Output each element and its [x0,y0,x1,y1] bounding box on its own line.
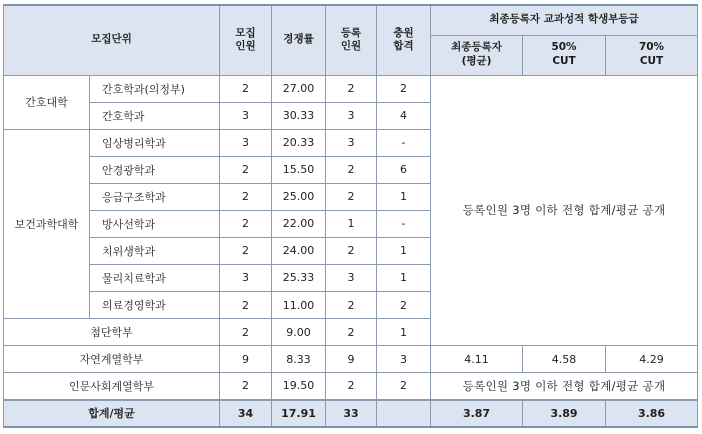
competition-cell: 25.33 [272,264,326,291]
header-cut70: 70% CUT [606,35,698,75]
registered-cell: 2 [326,292,377,319]
recruit-cell: 2 [220,210,272,237]
competition-cell: 11.00 [272,292,326,319]
registered-cell: 3 [326,129,377,156]
notice-cell: 등록인원 3명 이하 전형 합계/평균 공개 [431,75,698,346]
registered-cell: 2 [326,183,377,210]
additional-cell: - [377,210,431,237]
unit-humanities: 인문사회계열학부 [4,373,220,400]
recruit-cell: 3 [220,102,272,129]
registered-cell: 2 [326,319,377,346]
header-registered: 등록 인원 [326,5,377,75]
college-health: 보건과학대학 [4,129,90,318]
competition-cell: 9.00 [272,319,326,346]
cut50-cell: 4.58 [523,346,606,373]
competition-cell: 15.50 [272,156,326,183]
header-additional: 충원 합격 [377,5,431,75]
competition-cell: 22.00 [272,210,326,237]
total-row [4,400,698,427]
table-row [4,75,698,102]
additional-cell: 2 [377,292,431,319]
cut50-cell: 3.89 [523,400,606,427]
registered-cell: 9 [326,346,377,373]
header-cut50: 50% CUT [523,35,606,75]
additional-cell: 1 [377,319,431,346]
registered-cell: 2 [326,75,377,102]
recruit-cell: 2 [220,319,272,346]
additional-cell: 6 [377,156,431,183]
cut70-cell: 3.86 [606,400,698,427]
unit-advanced: 첨단학부 [4,319,220,346]
major-cell: 간호학과(의정부) [90,75,220,102]
registered-cell: 3 [326,264,377,291]
registered-cell: 2 [326,237,377,264]
competition-cell: 19.50 [272,373,326,400]
table-row [4,373,698,400]
competition-cell: 17.91 [272,400,326,427]
recruit-cell: 2 [220,75,272,102]
unit-natural: 자연계열학부 [4,346,220,373]
major-cell: 간호학과 [90,102,220,129]
additional-cell: 3 [377,346,431,373]
additional-cell: - [377,129,431,156]
avg-cell: 4.11 [431,346,523,373]
avg-cell: 3.87 [431,400,523,427]
additional-cell [377,400,431,427]
registered-cell: 2 [326,156,377,183]
competition-cell: 25.00 [272,183,326,210]
recruit-cell: 2 [220,237,272,264]
header-competition: 경쟁률 [272,5,326,75]
additional-cell: 1 [377,183,431,210]
recruit-cell: 2 [220,292,272,319]
recruit-cell: 2 [220,373,272,400]
additional-cell: 2 [377,373,431,400]
competition-cell: 24.00 [272,237,326,264]
competition-cell: 20.33 [272,129,326,156]
major-cell: 방사선학과 [90,210,220,237]
recruit-cell: 2 [220,183,272,210]
major-cell: 응급구조학과 [90,183,220,210]
admission-results-table [3,4,698,428]
table-row [4,346,698,373]
header-unit: 모집단위 [4,5,220,75]
additional-cell: 4 [377,102,431,129]
college-nursing: 간호대학 [4,75,90,129]
cut70-cell: 4.29 [606,346,698,373]
competition-cell: 30.33 [272,102,326,129]
recruit-cell: 2 [220,156,272,183]
registered-cell: 3 [326,102,377,129]
competition-cell: 8.33 [272,346,326,373]
header-grade-group: 최종등록자 교과성적 학생부등급 [431,5,698,35]
total-label: 합계/평균 [4,400,220,427]
header-avg: 최종등록자 (평균) [431,35,523,75]
header-recruit: 모집 인원 [220,5,272,75]
competition-cell: 27.00 [272,75,326,102]
recruit-cell: 3 [220,264,272,291]
registered-cell: 1 [326,210,377,237]
registered-cell: 2 [326,373,377,400]
major-cell: 임상병리학과 [90,129,220,156]
additional-cell: 2 [377,75,431,102]
registered-cell: 33 [326,400,377,427]
major-cell: 의료경영학과 [90,292,220,319]
additional-cell: 1 [377,237,431,264]
major-cell: 물리치료학과 [90,264,220,291]
recruit-cell: 3 [220,129,272,156]
major-cell: 치위생학과 [90,237,220,264]
recruit-cell: 34 [220,400,272,427]
additional-cell: 1 [377,264,431,291]
notice-cell: 등록인원 3명 이하 전형 합계/평균 공개 [431,373,698,400]
recruit-cell: 9 [220,346,272,373]
major-cell: 안경광학과 [90,156,220,183]
